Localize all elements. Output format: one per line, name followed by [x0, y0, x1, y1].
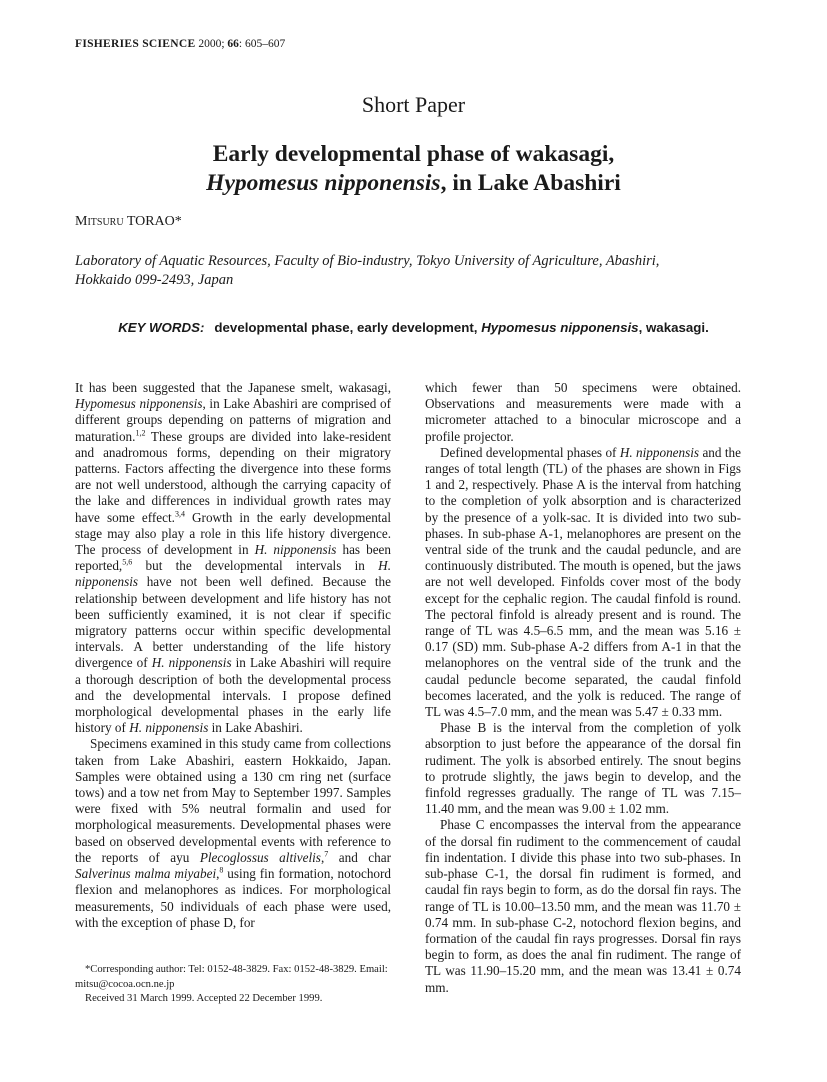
species-name: H. nipponensis — [129, 720, 209, 736]
text-run: which fewer than 50 specimens were obtained. Observations and measurements were made with a micrometer attached to a binocular microscope and a profile projector. — [425, 380, 741, 444]
text-run: has been reported, — [75, 542, 391, 574]
keywords-text-2: , wakasagi. — [638, 320, 709, 335]
text-run: Defined developmental phases of — [440, 444, 620, 460]
text-run: , — [216, 866, 220, 882]
species-name: H. nipponensis — [254, 542, 337, 558]
citation-ref: 3,4 — [174, 509, 185, 519]
text-run: Phase C encompasses the interval from the appearance of the dorsal fin rudiment to the commencement of caudal fin indentation. I divide this phase into two sub-phases. In sub-phase C-1, the dorsal fin rudiment is formed, and caudal fin rays begin to form, as do the dorsal fin rays. The range of TL is 10.00–13.50 mm, and the mean was 11.70 ± 0.74 mm. In sub-phase C-2, notochord flexion begins, and formation of the caudal fin rays progresses. Dorsal fin rays begin to form, as does the anal fin rudiment. The range of TL was 11.90–15.20 mm, and the mean was 13.41 ± 0.74 mm. — [425, 817, 741, 995]
text-run: These groups are divided into lake-resident and anadromous forms, depending on their migratory patterns. Factors affecting the divergence into these forms are not well understood, although the carrying capacity of the lake and differences in individual growth rates may have some effect. — [75, 428, 391, 525]
title-location: , in Lake Abashiri — [440, 170, 621, 196]
title-species: Hypomesus nipponensis — [206, 170, 441, 196]
affiliation — [75, 252, 715, 290]
text-run: and char — [328, 849, 391, 865]
affiliation-line-2: Hokkaido 099-2493, Japan — [75, 272, 234, 288]
text-run: Phase B is the interval from the completion of yolk absorption to just before the appearance of the dorsal fin rudiment. The yolk is absorbed entirely. The snout begins to protrude slightly, the jaws begin to develop, and the finfold regresses gradually. The range of TL was 7.15–11.40 mm, and the mean was 9.00 ± 1.02 mm. — [425, 720, 741, 817]
journal-name: FISHERIES SCIENCE — [75, 38, 196, 50]
text-run: but the developmental intervals in — [132, 558, 379, 574]
text-run: , — [320, 849, 325, 865]
text-run: Specimens examined in this study came from collections taken from Lake Abashiri, eastern Hokkaido, Japan. Samples were obtained using a 130 cm ring net (surface tows) and a tow net from May to September 1997. Samples were fixed with 5% neutral formalin and used for morphological measurements. Developmental phases were based on observed developmental events with reference to the reports of ayu — [75, 736, 391, 865]
author-family-name: TORAO* — [126, 214, 182, 229]
species-name: H. nipponensis — [151, 655, 232, 671]
keywords-label: KEY WORDS: — [118, 320, 205, 335]
species-name: H. nipponensis — [619, 444, 700, 460]
keywords-text-1: developmental phase, early development, — [214, 320, 482, 335]
text-run: using fin formation, notochord flexion and melanophores as indices. For morphological measurements, 50 individuals of each phase were used, with the exception of phase D, for — [75, 866, 391, 930]
keywords-species: Hypomesus nipponensis — [481, 320, 639, 335]
species-name: H. nipponensis — [75, 558, 391, 590]
left-column — [75, 380, 391, 931]
journal-citation — [75, 38, 285, 50]
citation-ref: 8 — [219, 865, 224, 875]
keywords — [0, 320, 827, 335]
citation-ref: 5,6 — [122, 557, 133, 567]
author-given-name: Mitsuru — [75, 214, 124, 229]
text-run: in Lake Abashiri will require a thorough description of both the developmental process and the developmental intervals. I propose defined morphological developmental phases in the early life history of — [75, 655, 392, 736]
species-name: Plecoglossus altivelis — [199, 849, 321, 865]
paragraph-phase-b — [425, 720, 741, 817]
received-accepted-note: Received 31 March 1999. Accepted 22 December 1999. — [85, 993, 323, 1004]
author — [75, 214, 182, 230]
text-run: have not been well defined. Because the relationship between development and life history has not been sufficiently examined, it is not clear if specific migratory patterns occur within specific developmental intervals. A better understanding of the life history divergence of — [75, 574, 391, 671]
journal-pages: : 605–607 — [238, 38, 286, 50]
text-run: It has been suggested that the Japanese smelt, wakasagi, — [75, 380, 391, 395]
text-run: , in Lake Abashiri are comprised of different groups depending on patterns of migration and maturation. — [75, 396, 391, 444]
citation-ref: 1,2 — [135, 428, 146, 438]
species-name: Salverinus malma miyabei — [75, 866, 217, 882]
paragraph-phase-a — [425, 445, 741, 720]
text-run: and the ranges of total length (TL) of the phases are shown in Figs 1 and 2, respectively. Phase A is the interval from hatching to the completion of yolk absorption and is characterized by the presence of a yolk-sac. It is divided into two sub-phases. In sub-phase A-1, melanophores are present on the ventral side of the trunk and the caudal peduncle, and are continuously distributed. The mouth is opened, but the jaws are not well developed. Finfolds cover most of the body except for the cephalic region. The caudal finfold is round. The pectoral finfold is already present and is round. The range of TL was 4.5–6.5 mm, and the mean was 5.16 ± 0.17 (SD) mm. Sub-phase A-2 differs from A-1 in that the melanophores on the ventral side of the trunk and the caudal peduncle become separated, the caudal finfold becomes lacerated, and the yolk is reduced. The range of TL was 4.5–7.0 mm, and the mean was 5.47 ± 0.33 mm. — [425, 444, 742, 720]
footnote — [75, 963, 391, 1007]
paragraph-methods — [75, 736, 391, 930]
citation-ref: 7 — [324, 849, 329, 859]
journal-year: 2000; — [198, 38, 225, 50]
section-label: Short Paper — [361, 92, 466, 117]
paragraph-phase-c — [425, 817, 741, 995]
paragraph-introduction — [75, 380, 391, 736]
title-line-1: Early developmental phase of wakasagi, — [212, 141, 615, 167]
species-name: Hypomesus nipponensis — [75, 396, 203, 412]
text-run: in Lake Abashiri. — [208, 720, 303, 736]
text-run: Growth in the early developmental stage may also play a role in this life history divergence. The process of development in — [75, 509, 391, 558]
corresponding-author-note: *Corresponding author: Tel: 0152-48-3829. Fax: 0152-48-3829. Email: mitsu@cocoa.ocn.ne.jp — [75, 964, 388, 990]
journal-volume: 66 — [227, 38, 239, 50]
paper-title — [0, 140, 827, 198]
title-line-2 — [0, 169, 827, 198]
paragraph-methods-continued — [425, 380, 741, 445]
affiliation-line-1: Laboratory of Aquatic Resources, Faculty of Bio-industry, Tokyo University of Agriculture, Abashiri, — [75, 253, 660, 269]
right-column — [425, 380, 741, 996]
